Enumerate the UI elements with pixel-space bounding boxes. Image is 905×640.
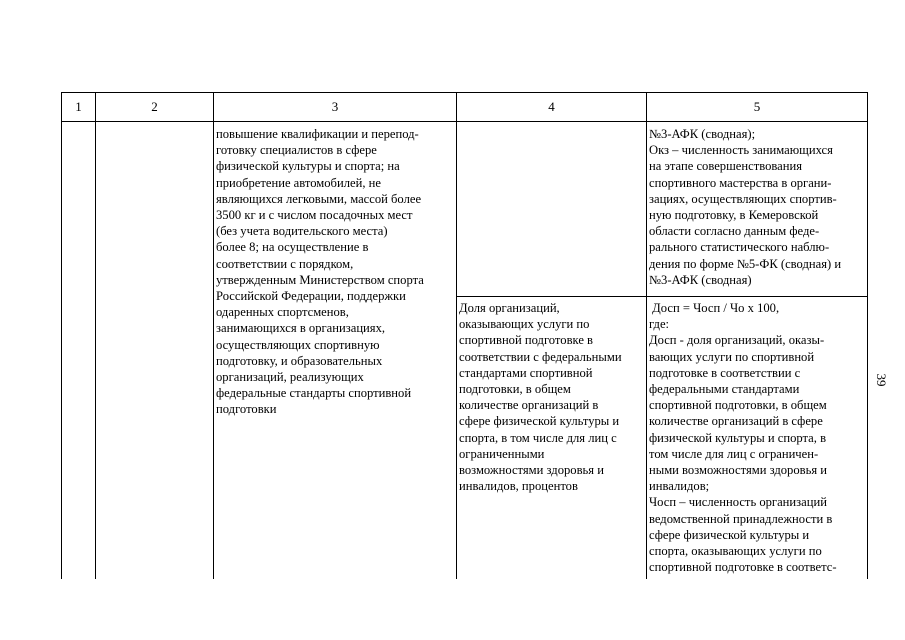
header-col-4: 4 <box>548 99 555 114</box>
col-divider-4-5 <box>646 92 647 579</box>
col3-description: повышение квалификации и перепод- готовку специалистов в сфере физической культуры и спорта; на приобретение автомобилей, не являющихся легковыми, массой более 3500 кг и с числом посадочных мест (без учета водительского места) более 8; на осуществление в соответствии с порядком, утвержденным Министерством спорта Российской Федерации, поддержки одаренных спортсменов, занимающихся в организациях, осуществляющих спортивную подготовку, и образовательных организаций, реализующих федеральные стандарты спортивной подготовки <box>216 127 424 417</box>
row1-col5-formula-text: №3-АФК (сводная); Окз – численность занимающихся на этапе совершенствования спортивного мастерства в органи- зациях, осуществляющих спортив- ную подготовку, в Кемеровской области согласно данным феде- рального статистического наблю- дения по форме №5-ФК (сводная) и №3-АФК (сводная) <box>649 127 842 287</box>
row2-col4-indicator-name: Доля организаций, оказывающих услуги по спортивной подготовке в соответствии с федеральными стандартами спортивной подготовки, в общем количестве организаций в сфере физической культуры и спорта, в том числе для лиц с ограниченными возможностями здоровья и инвалидов, процентов <box>459 301 622 494</box>
header-col-3: 3 <box>331 99 339 114</box>
col-divider-2-3 <box>213 92 214 579</box>
header-col-1: 1 <box>75 99 82 114</box>
col-divider-1-2 <box>95 92 96 579</box>
row2-col5-formula-text: Досп = Чосп / Чо х 100, где: Досп - доля организаций, оказы- вающих услуги по спортивной подготовке в соответствии с федеральными стандартами спортивной подготовки, в общем количестве организаций в сфере физической культуры и спорта, в том числе для лиц с ограничен- ными возможностями здоровья и инвалидов; Чосп – численность организаций ведомственной принадлежности в сфере физической культуры и спорта, оказывающих услуги по спортивной подготовке в соответс- <box>649 301 837 575</box>
table-right-border <box>867 92 868 579</box>
col-divider-3-4 <box>456 92 457 579</box>
header-col-2: 2 <box>151 99 158 114</box>
table-left-border <box>61 92 62 579</box>
page-number: 39 <box>874 373 889 387</box>
row-divider-col4-5 <box>456 296 868 297</box>
header-bottom-border <box>61 121 868 122</box>
header-col-5: 5 <box>753 99 761 114</box>
